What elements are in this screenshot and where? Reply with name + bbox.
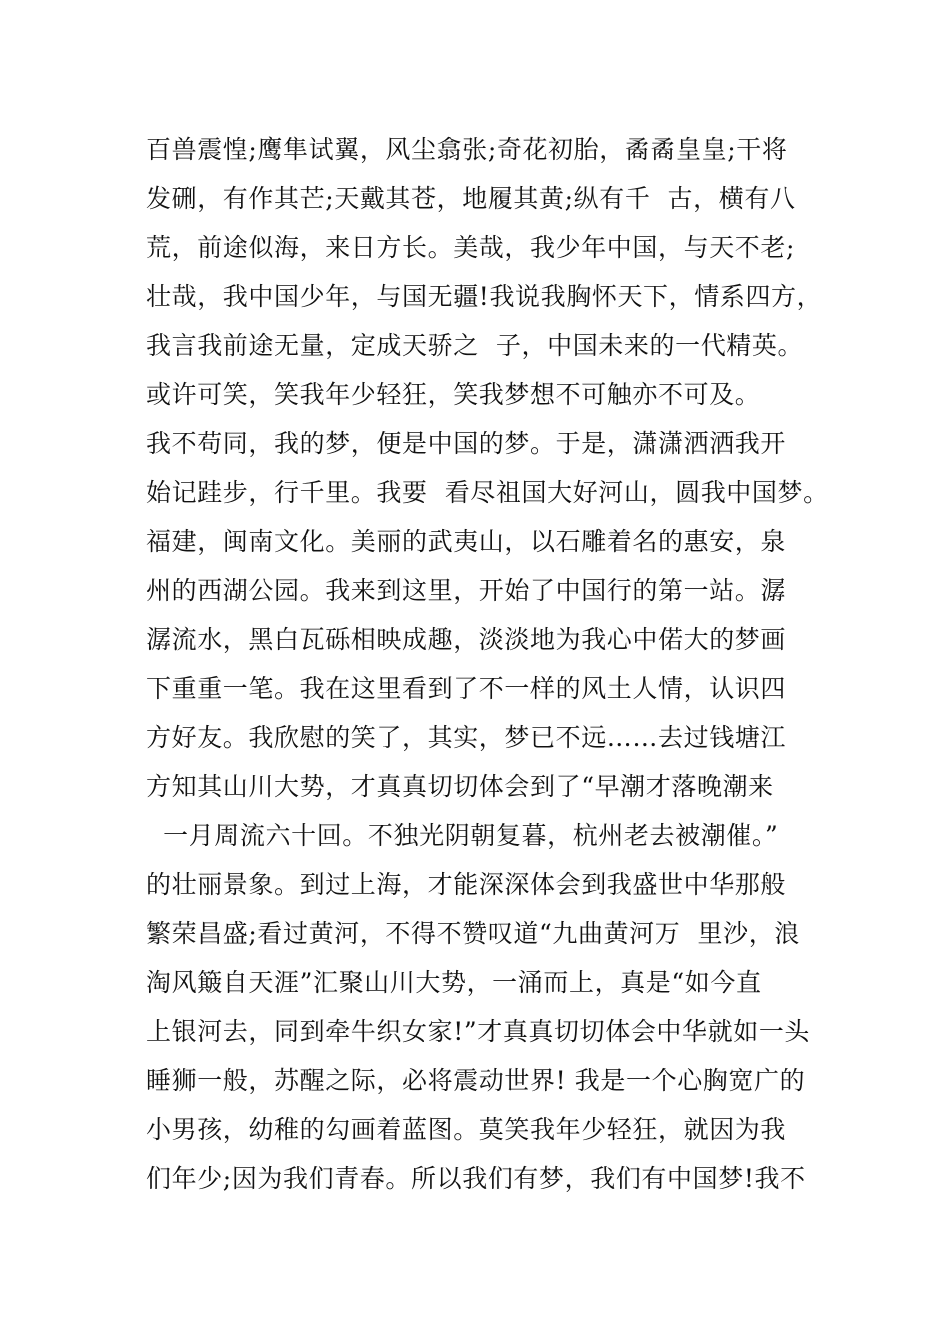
document-body xyxy=(146,130,846,1208)
text-line-19: 上银河去，同到牵牛织女家!”才真真切切体会中华就如一头 xyxy=(146,1017,811,1046)
text-line-5: 我言我前途无量，定成天骄之 子，中国未来的一代精英。 xyxy=(146,331,804,360)
text-line-7: 我不苟同，我的梦，便是中国的梦。于是，潇潇洒洒我开 xyxy=(146,429,787,458)
text-line-6: 或许可笑，笑我年少轻狂，笑我梦想不可触亦不可及。 xyxy=(146,380,761,409)
text-line-2: 发硎，有作其芒;天戴其苍，地履其黄;纵有千 古，横有八 xyxy=(146,184,796,213)
text-line-14: 方知其山川大势，才真真切切体会到了“早潮才落晚潮来 xyxy=(146,772,774,801)
text-line-20: 睡狮一般，苏醒之际，必将震动世界! 我是一个心胸宽广的 xyxy=(146,1066,806,1095)
text-line-16: 的壮丽景象。到过上海，才能深深体会到我盛世中华那般 xyxy=(146,870,787,899)
text-line-13: 方好友。我欣慰的笑了，其实，梦已不远……去过钱塘江 xyxy=(146,723,787,752)
text-line-8: 始记跬步，行千里。我要 看尽祖国大好河山，圆我中国梦。 xyxy=(146,478,829,507)
text-line-10: 州的西湖公园。我来到这里，开始了中国行的第一站。潺 xyxy=(146,576,787,605)
text-line-22: 们年少;因为我们青春。所以我们有梦，我们有中国梦!我不 xyxy=(146,1164,806,1193)
text-line-9: 福建，闽南文化。美丽的武夷山，以石雕着名的惠安，泉 xyxy=(146,527,787,556)
text-line-11: 潺流水，黑白瓦砾相映成趣，淡淡地为我心中偌大的梦画 xyxy=(146,625,787,654)
text-line-21: 小男孩，幼稚的勾画着蓝图。莫笑我年少轻狂，就因为我 xyxy=(146,1115,787,1144)
text-line-12: 下重重一笔。我在这里看到了不一样的风土人情，认识四 xyxy=(146,674,787,703)
text-line-4: 壮哉，我中国少年，与国无疆!我说我胸怀天下，情系四方， xyxy=(146,282,823,311)
text-line-15: 一月周流六十回。不独光阴朝复暮，杭州老去被潮催。” xyxy=(146,821,779,850)
text-line-1: 百兽震惶;鹰隼试翼，风尘翕张;奇花初胎，矞矞皇皇;干将 xyxy=(146,135,788,164)
text-line-3: 荒，前途似海，来日方长。美哉，我少年中国，与天不老; xyxy=(146,233,796,262)
text-line-17: 繁荣昌盛;看过黄河，不得不赞叹道“九曲黄河万 里沙，浪 xyxy=(146,919,800,948)
text-line-18: 淘风簸自天涯”汇聚山川大势，一涌而上，真是“如今直 xyxy=(146,968,762,997)
